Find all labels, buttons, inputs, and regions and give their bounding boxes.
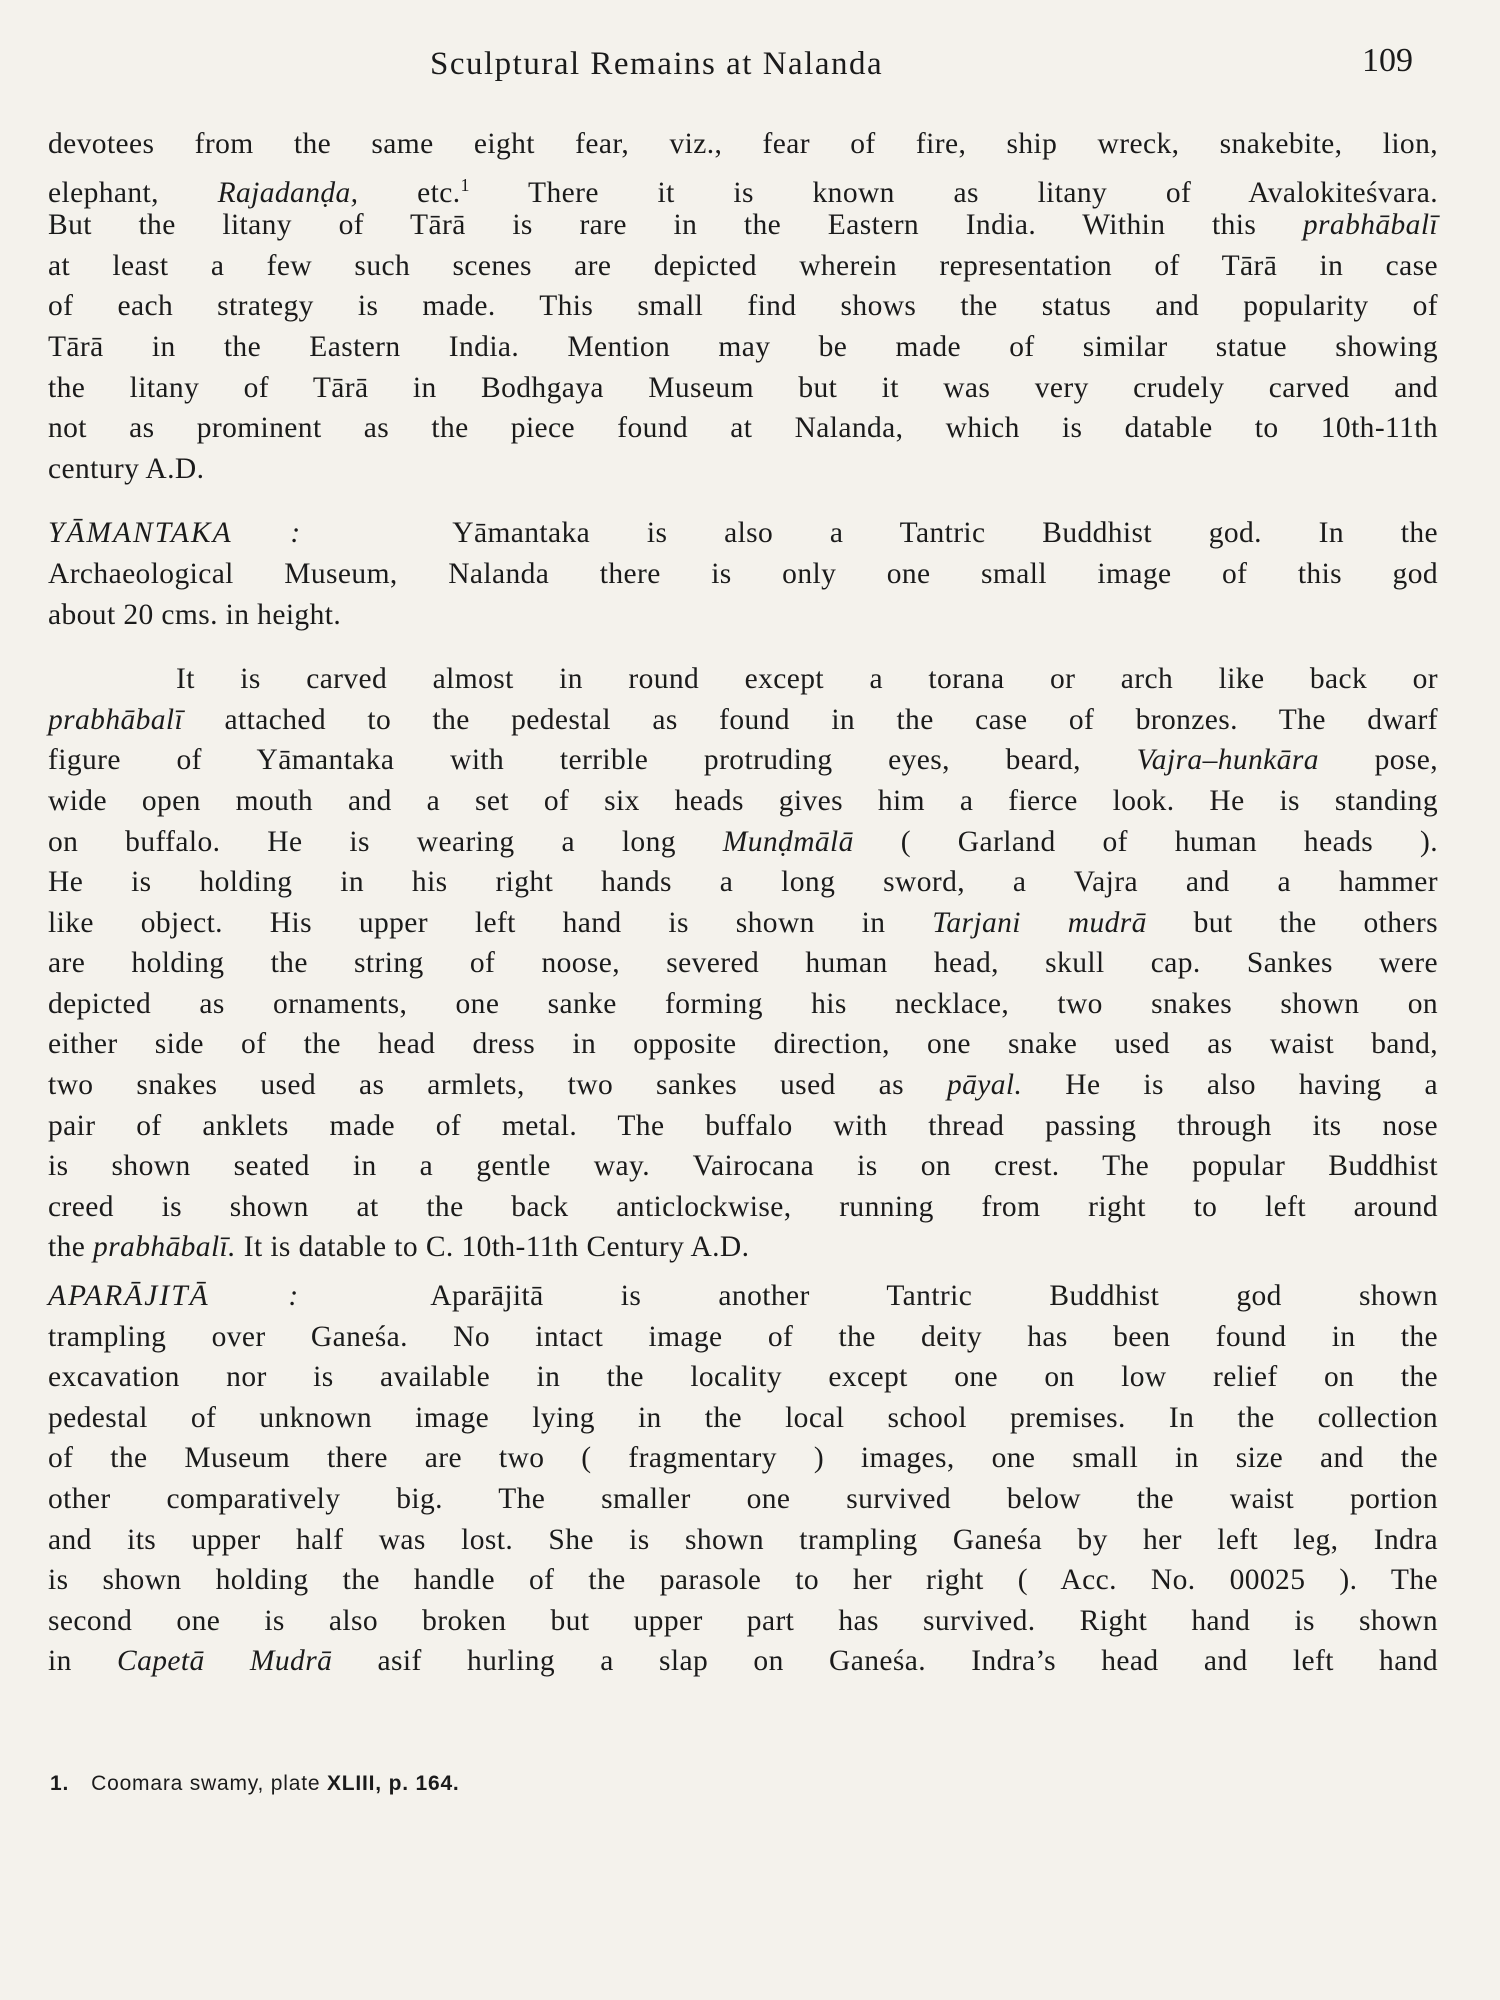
- text-line: trampling over Ganeśa. No intact image of the deity has been found in the: [48, 1320, 1438, 1353]
- footnote-plate: XLIII,: [326, 1772, 382, 1795]
- section-yamantaka: [48, 513, 1438, 635]
- text-line: Tārā in the Eastern India. Mention may be made of similar statue showing: [48, 330, 1438, 363]
- text-line: Archaeological Museum, Nalanda there is only one small image of this god: [48, 557, 1438, 590]
- text-line: the litany of Tārā in Bodhgaya Museum but it was very crudely carved and: [48, 371, 1438, 404]
- text-line: But the litany of Tārā is rare in the Eastern India. Within this prabhābalī: [48, 209, 1439, 242]
- footnote-ref[interactable]: 1: [460, 174, 470, 195]
- text-line: are holding the string of noose, severed human head, skull cap. Sankes were: [48, 947, 1438, 980]
- text-line: and its upper half was lost. She is shown trampling Ganeśa by her left leg, Indra: [48, 1523, 1438, 1556]
- section-aparajita: [48, 1276, 1438, 1682]
- text-line: not as prominent as the piece found at Nalanda, which is datable to 10th-11th: [48, 412, 1438, 445]
- footnote-page: p. 164.: [388, 1772, 460, 1795]
- footnote-text: Coomara swamy, plate: [91, 1772, 321, 1795]
- text-line: the prabhābalī. It is datable to C. 10th-11th Century A.D.: [48, 1231, 750, 1264]
- text-line: creed is shown at the back anticlockwise, running from right to left around: [48, 1190, 1438, 1223]
- text-line: second one is also broken but upper part has survived. Right hand is shown: [48, 1604, 1438, 1637]
- text-line: at least a few such scenes are depicted wherein representation of Tārā in case: [48, 249, 1438, 282]
- text-line: figure of Yāmantaka with terrible protruding eyes, beard, Vajra–hunkāra pose,: [48, 744, 1439, 777]
- text-line: pedestal of unknown image lying in the local school premises. In the collection: [48, 1401, 1438, 1434]
- text-line: in Capetā Mudrā asif hurling a slap on Ganeśa. Indra’s head and left hand: [48, 1645, 1439, 1678]
- text-line: other comparatively big. The smaller one survived below the waist portion: [48, 1483, 1438, 1515]
- text-line: It is carved almost in round except a torana or arch like back or: [176, 663, 1438, 696]
- text-line: of each strategy is made. This small find shows the status and popularity of: [48, 290, 1438, 323]
- body-text: [48, 124, 1438, 1682]
- text-line: like object. His upper left hand is shown in Tarjani mudrā but the others: [48, 906, 1438, 939]
- text-line: on buffalo. He is wearing a long Munḍmālā ( Garland of human heads ).: [48, 825, 1438, 858]
- text-line: of the Museum there are two ( fragmentary ) images, one small in size and the: [48, 1442, 1438, 1475]
- section-heading-yamantaka: YĀMANTAKA :: [48, 517, 303, 550]
- paragraph-tara-litany: [48, 124, 1438, 489]
- text-line: is shown seated in a gentle way. Vairocana is on crest. The popular Buddhist: [48, 1150, 1438, 1183]
- footnote: [50, 1772, 460, 1796]
- text-line: either side of the head dress in opposite direction, one snake used as waist band,: [48, 1028, 1438, 1061]
- text-line: devotees from the same eight fear, viz., fear of fire, ship wreck, snakebite, lion,: [48, 128, 1438, 160]
- text-line: prabhābalī attached to the pedestal as found in the case of bronzes. The dwarf: [48, 703, 1438, 736]
- text-line: wide open mouth and a set of six heads gives him a fierce look. He is standing: [48, 784, 1438, 817]
- text-line: depicted as ornaments, one sanke forming his necklace, two snakes shown on: [48, 987, 1438, 1020]
- page-number: 109: [1362, 42, 1413, 79]
- running-title: Sculptural Remains at Nalanda: [430, 46, 884, 82]
- text-line: two snakes used as armlets, two sankes used as pāyal. He is also having a: [48, 1069, 1439, 1102]
- text-line: APARĀJITĀ : Aparājitā is another Tantric Buddhist god shown: [48, 1280, 1439, 1313]
- page-header: [0, 40, 1500, 100]
- text-line: century A.D.: [48, 452, 205, 485]
- text-line: YĀMANTAKA : Yāmantaka is also a Tantric Buddhist god. In the: [48, 517, 1438, 550]
- text-line: is shown holding the handle of the parasole to her right ( Acc. No. 00025 ). The: [48, 1564, 1438, 1597]
- paragraph-yamantaka-description: [48, 659, 1438, 1268]
- text-line: excavation nor is available in the locality except one on low relief on the: [48, 1361, 1438, 1394]
- text-line: pair of anklets made of metal. The buffalo with thread passing through its nose: [48, 1109, 1438, 1142]
- footnote-number: 1.: [50, 1772, 70, 1795]
- text-line: elephant, Rajadanḍa, etc.$^1$ There it is known as litany of Avalokiteśvara.: [48, 174, 1439, 209]
- section-heading-aparajita: APARĀJITĀ :: [48, 1280, 301, 1313]
- text-line: about 20 cms. in height.: [48, 598, 342, 631]
- text-line: He is holding in his right hands a long sword, a Vajra and a hammer: [48, 866, 1438, 899]
